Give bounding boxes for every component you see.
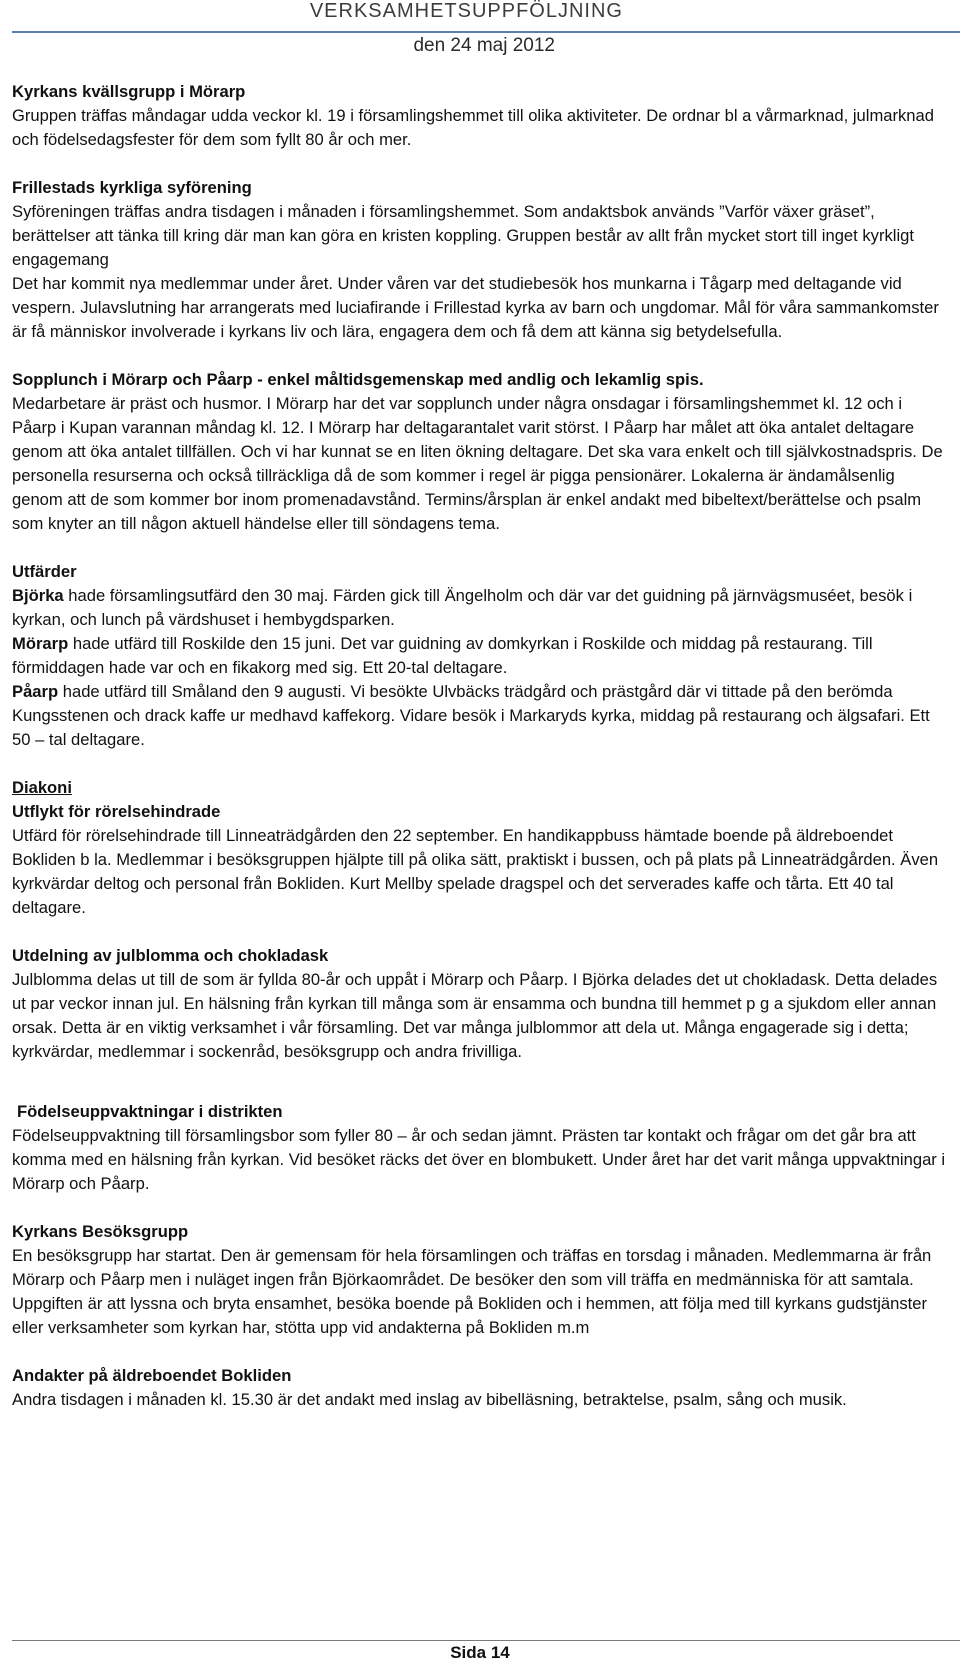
section-paragraph: Utfärd för rörelsehindrade till Linneaträdgården den 22 september. En handikappbuss hämtade boende på äldreboendet Bokliden b la. Medlemmar i besöksgruppen hjälpte till på olika sätt, praktiskt i bussen, och på plats på Linneaträdgården. Även kyrkvärdar deltog och personal från Bokliden. Kurt Mellby spelade dragspel och det serverades kaffe och tårta. Ett 40 tal deltagare.	[12, 826, 939, 917]
section-heading: Frillestads kyrkliga syförening	[12, 178, 252, 197]
trip-description: hade församlingsutfärd den 30 maj. Färden gick till Ängelholm och där var det guidning på järnvägsmuséet, besök i kyrkan, och lunch på värdshuset i hembygdsparken.	[12, 586, 913, 629]
section-fodelse	[12, 1100, 947, 1196]
section-heading: Kyrkans kvällsgrupp i Mörarp	[12, 82, 246, 101]
header-divider	[12, 31, 960, 33]
section-diakoni	[12, 776, 947, 920]
section-heading: Utfärder	[12, 562, 77, 581]
trip-bjorka	[12, 584, 947, 632]
trip-paarp	[12, 680, 947, 752]
document-title: VERKSAMHETSUPPFÖLJNING	[309, 0, 623, 22]
trip-morarp	[12, 632, 947, 680]
page-footer	[0, 1643, 960, 1663]
section-besoksgrupp	[12, 1220, 947, 1340]
section-heading: Andakter på äldreboendet Bokliden	[12, 1366, 292, 1385]
trip-parish-label: Påarp	[12, 682, 59, 701]
trip-description: hade utfärd till Roskilde den 15 juni. Det var guidning av domkyrkan i Roskilde och middag på restaurang. Till förmiddagen hade var och en fikakorg med sig. Ett 20-tal deltagare.	[12, 634, 873, 677]
page-number: Sida 14	[442, 1643, 518, 1662]
footer-divider	[12, 1640, 960, 1641]
section-heading: Kyrkans Besöksgrupp	[12, 1222, 189, 1241]
section-andakter	[12, 1364, 947, 1412]
section-paragraph: Syföreningen träffas andra tisdagen i månaden i församlingshemmet. Som andaktsbok används ”Varför växer gräset”, berättelser att tänka till kring där man kan göra en kristen koppling. Gruppen består av allt från mycket stort till inget kyrkligt engagemang	[12, 202, 915, 269]
section-paragraph: Medarbetare är präst och husmor. I Mörarp har det var sopplunch under några onsdagar i församlingshemmet kl. 12 och i Påarp i Kupan varannan måndag kl. 12. I Mörarp har deltagarantalet varit störst. I Påarp har målet att öka antalet deltagare genom att öka antalet tillfällen. Och vi har kunnat se en liten ökning deltagare. Det ska vara enkelt och till självkostnadspris. De personella resurserna och också tillräckliga då de som kommer i regel är pigga pensionärer. Lokalerna är ändamålsenlig genom att de som kommer bor inom promenadavstånd. Termins/årsplan är enkel andakt med bibeltext/berättelse och psalm som knyter an till någon aktuell händelse eller till söndagens tema.	[12, 394, 943, 533]
trip-description: hade utfärd till Småland den 9 augusti. Vi besökte Ulvbäcks trädgård och prästgård där vi tittade på den berömda Kungsstenen och drack kaffe ur medhavd kaffekorg. Vidare besök i Markaryds kyrka, middag på restaurang och älgsafari. Ett 50 – tal deltagare.	[12, 682, 930, 749]
section-subheading: Utflykt för rörelsehindrade	[12, 802, 221, 821]
section-paragraph: Det har kommit nya medlemmar under året. Under våren var det studiebesök hos munkarna i Tågarp med deltagande vid vespern. Julavslutning har arrangerats med luciafirande i Frillestad kyrka av barn och ungdomar. Mål för våra sammankomster är få människor involverade i kyrkans liv och lära, engagera dem och få dem att känna sig betydelsefulla.	[12, 274, 939, 341]
section-paragraph: En besöksgrupp har startat. Den är gemensam för hela församlingen och träffas en torsdag i månaden. Medlemmarna är från Mörarp och Påarp men i nuläget ingen från Björkaområdet. De besöker den som vill träffa en medmänniska för att samtala. Uppgiften är att lyssna och bryta ensamhet, besöka boende på Bokliden och i hemmen, att följa med till kyrkans gudstjänster eller verksamheter som kyrkan har, stötta upp vid andakterna på Bokliden m.m	[12, 1246, 932, 1337]
section-julblomma	[12, 944, 947, 1064]
section-heading: Sopplunch i Mörarp och Påarp - enkel måltidsgemenskap med andlig och lekamlig spis.	[12, 370, 704, 389]
section-heading: Utdelning av julblomma och chokladask	[12, 946, 329, 965]
section-paragraph: Gruppen träffas måndagar udda veckor kl. 19 i församlingshemmet till olika aktiviteter. De ordnar bl a vårmarknad, julmarknad och födelsedagsfester för dem som fyllt 80 år och mer.	[12, 106, 934, 149]
section-sopplunch	[12, 368, 947, 536]
section-paragraph: Andra tisdagen i månaden kl. 15.30 är det andakt med inslag av bibelläsning, betraktelse, psalm, sång och musik.	[12, 1390, 847, 1409]
section-heading: Födelseuppvaktningar i distrikten	[17, 1102, 283, 1121]
section-heading: Diakoni	[12, 778, 72, 797]
section-paragraph: Julblomma delas ut till de som är fyllda 80-år och uppåt i Mörarp och Påarp. I Björka delades det ut chokladask. Detta delades ut par veckor innan jul. En hälsning från kyrkan till många som är ensamma och bundna till hemmet p g a sjukdom eller annan orsak. Detta är en viktig verksamhet i vår församling. Det var många julblommor att dela ut. Många engagerade sig i detta; kyrkvärdar, medlemmar i sockenråd, besöksgrupp och andra frivilliga.	[12, 970, 938, 1061]
page-header	[0, 0, 960, 62]
section-paragraph: Födelseuppvaktning till församlingsbor som fyller 80 – år och sedan jämnt. Prästen tar kontakt och frågar om det går bra att komma med en hälsning från kyrkan. Vid besöket räcks det över en blombukett. Under året har det varit många uppvaktningar i Mörarp och Påarp.	[12, 1126, 946, 1193]
trip-parish-label: Mörarp	[12, 634, 69, 653]
section-syforening	[12, 176, 947, 344]
section-kvallsgrupp	[12, 80, 947, 152]
document-date: den 24 maj 2012	[413, 35, 555, 56]
document-body	[12, 80, 947, 1436]
section-utfarder	[12, 560, 947, 752]
trip-parish-label: Björka	[12, 586, 64, 605]
